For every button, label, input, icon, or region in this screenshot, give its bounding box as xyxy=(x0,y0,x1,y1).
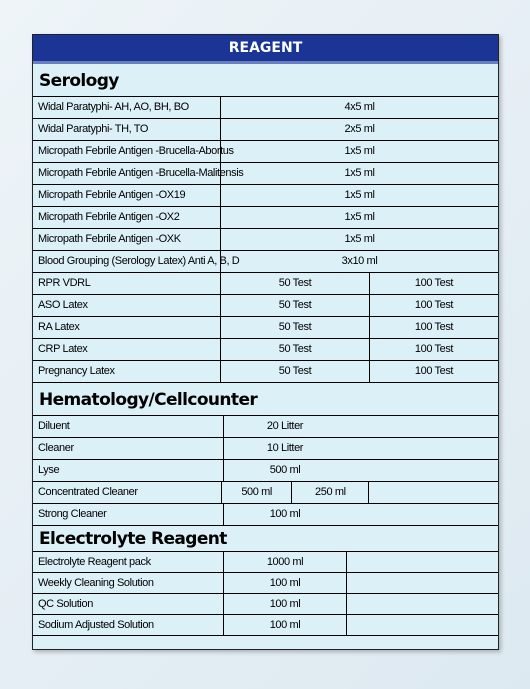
table-row xyxy=(33,482,498,504)
table-row xyxy=(33,185,498,207)
table-row xyxy=(33,273,498,295)
item-name: Lyse xyxy=(33,460,224,481)
section-heading-electrolyte: Elcectrolyte Reagent xyxy=(33,526,498,552)
item-name: Pregnancy Latex xyxy=(33,361,221,382)
section-heading-serology: Serology xyxy=(33,64,498,97)
item-quantity: 2x5 ml xyxy=(344,123,375,135)
table-row xyxy=(33,339,498,361)
item-name: Blood Grouping (Serology Latex) Anti A, B, D xyxy=(33,251,221,272)
item-name: Cleaner xyxy=(33,438,224,459)
item-quantity: 500 ml xyxy=(269,464,301,476)
item-name: Widal Paratyphi- TH, TO xyxy=(33,119,221,140)
table-row xyxy=(33,573,498,594)
table-row xyxy=(33,119,498,141)
item-quantity: 100 ml xyxy=(224,594,347,614)
table-row xyxy=(33,416,498,438)
table-row xyxy=(33,97,498,119)
item-quantity: 10 Litter xyxy=(266,442,304,454)
table-row xyxy=(33,504,498,526)
table-row xyxy=(33,207,498,229)
item-quantity: 1x5 ml xyxy=(344,145,375,157)
item-name: RA Latex xyxy=(33,317,221,338)
item-quantity: 100 ml xyxy=(269,508,301,520)
item-name: CRP Latex xyxy=(33,339,221,360)
item-quantity-small: 50 Test xyxy=(221,361,370,382)
item-quantity: 1x5 ml xyxy=(344,189,375,201)
table-row xyxy=(33,361,498,383)
item-name: QC Solution xyxy=(33,594,224,614)
item-quantity: 1x5 ml xyxy=(344,211,375,223)
item-quantity: 100 ml xyxy=(224,573,347,593)
table-row xyxy=(33,295,498,317)
item-name: Micropath Febrile Antigen -Brucella-Abortus xyxy=(33,141,221,162)
item-name: Strong Cleaner xyxy=(33,504,224,525)
item-name: Concentrated Cleaner xyxy=(33,482,222,503)
item-quantity-small: 250 ml xyxy=(292,482,369,503)
table-row xyxy=(33,552,498,573)
item-quantity-large: 100 Test xyxy=(414,277,454,289)
item-name: Micropath Febrile Antigen -OXK xyxy=(33,229,221,250)
item-quantity: 100 ml xyxy=(224,615,347,635)
item-quantity-large: 100 Test xyxy=(414,343,454,355)
table-row xyxy=(33,251,498,273)
item-quantity: 1x5 ml xyxy=(344,233,375,245)
table-row xyxy=(33,163,498,185)
item-quantity: 1x5 ml xyxy=(344,167,375,179)
item-name: Widal Paratyphi- AH, AO, BH, BO xyxy=(33,97,221,118)
section-heading-hematology: Hematology/Cellcounter xyxy=(33,383,498,416)
item-quantity-small: 50 Test xyxy=(221,339,370,360)
table-row xyxy=(33,317,498,339)
item-name: Electrolyte Reagent pack xyxy=(33,552,224,572)
table-row xyxy=(33,594,498,615)
reagent-panel xyxy=(32,34,499,650)
table-row xyxy=(33,615,498,636)
table-row xyxy=(33,438,498,460)
empty-cell xyxy=(369,482,498,503)
page-title: REAGENT xyxy=(33,35,498,64)
item-name: Weekly Cleaning Solution xyxy=(33,573,224,593)
item-quantity-large: 500 ml xyxy=(222,482,292,503)
item-name: ASO Latex xyxy=(33,295,221,316)
item-quantity-large: 100 Test xyxy=(414,299,454,311)
item-name: RPR VDRL xyxy=(33,273,221,294)
item-quantity: 1000 ml xyxy=(224,552,347,572)
item-quantity-small: 50 Test xyxy=(221,273,370,294)
item-name: Micropath Febrile Antigen -OX19 xyxy=(33,185,221,206)
item-name: Sodium Adjusted Solution xyxy=(33,615,224,635)
table-row xyxy=(33,141,498,163)
item-quantity: 4x5 ml xyxy=(344,101,375,113)
item-name: Micropath Febrile Antigen -Brucella-Malitensis xyxy=(33,163,221,184)
item-name: Micropath Febrile Antigen -OX2 xyxy=(33,207,221,228)
table-row xyxy=(33,460,498,482)
table-row xyxy=(33,229,498,251)
item-quantity-small: 50 Test xyxy=(221,317,370,338)
item-quantity-large: 100 Test xyxy=(414,321,454,333)
item-quantity: 20 Litter xyxy=(266,420,304,432)
item-quantity-small: 50 Test xyxy=(221,295,370,316)
item-name: Diluent xyxy=(33,416,224,437)
item-quantity-large: 100 Test xyxy=(414,365,454,377)
item-quantity: 3x10 ml xyxy=(341,255,378,267)
